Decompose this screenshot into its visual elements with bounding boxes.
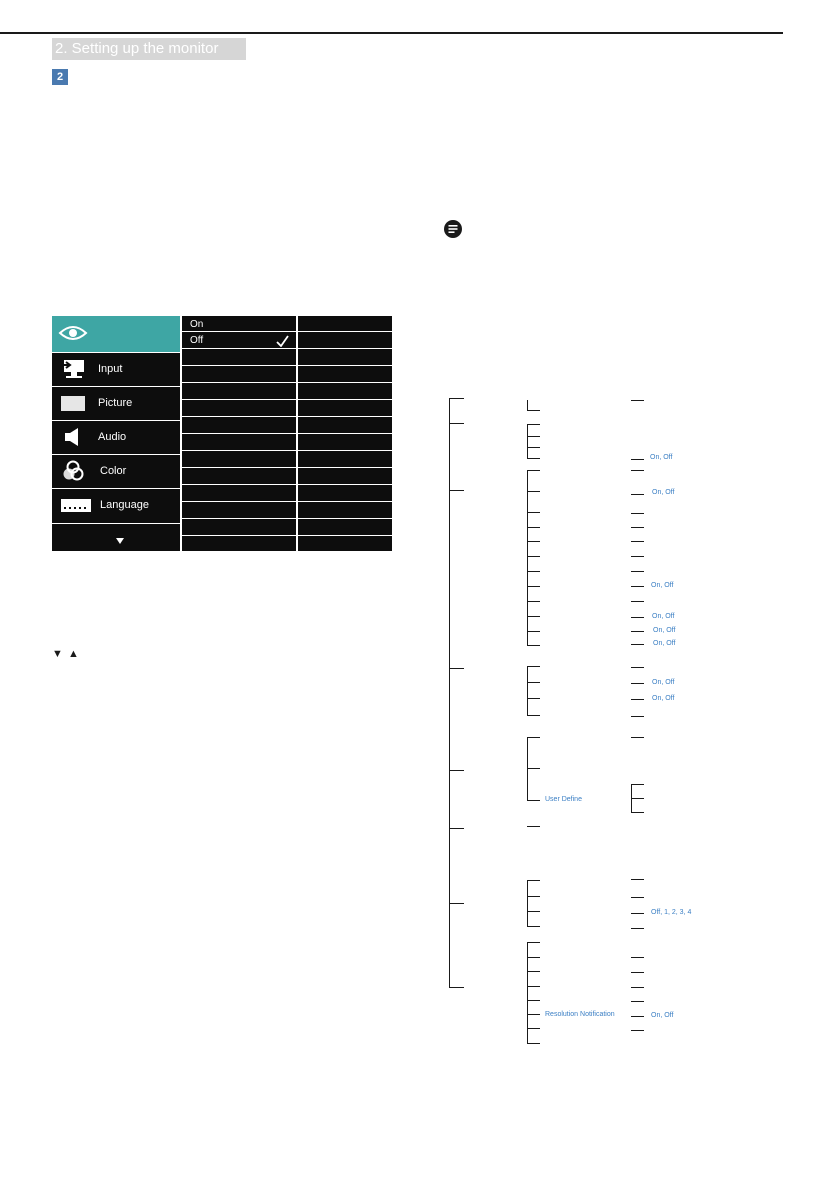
header-rule: [0, 32, 783, 34]
tree-line: [527, 896, 540, 897]
osd-value-row[interactable]: [298, 333, 392, 349]
tree-line: [449, 398, 450, 988]
tree-line: [527, 556, 540, 557]
osd-option-row[interactable]: [182, 350, 296, 366]
tree-value-on-off: On, Off: [652, 613, 675, 620]
osd-option-row[interactable]: [182, 384, 296, 400]
tree-line: [631, 798, 644, 799]
tree-line: [527, 410, 540, 411]
osd-option-row[interactable]: [182, 418, 296, 434]
tree-line: [631, 913, 644, 914]
color-circles-icon: [60, 460, 86, 482]
tree-line: [527, 768, 540, 769]
tree-line: [527, 1043, 540, 1044]
tree-line: [631, 812, 644, 813]
osd-value-row[interactable]: [298, 418, 392, 434]
osd-tab-audio[interactable]: [52, 421, 180, 454]
tree-line: [527, 424, 540, 425]
osd-tab-label: Language: [100, 499, 149, 511]
picture-icon: [60, 392, 86, 414]
tree-line: [527, 666, 540, 667]
tree-line: [527, 880, 528, 927]
tree-line: [527, 616, 540, 617]
osd-divider: [52, 352, 180, 353]
osd-divider: [52, 454, 180, 455]
osd-value-row[interactable]: [298, 520, 392, 536]
osd-value-row[interactable]: [298, 469, 392, 485]
tree-line: [631, 470, 644, 471]
osd-tab-picture[interactable]: [52, 387, 180, 420]
osd-value-row[interactable]: [298, 486, 392, 502]
osd-tab-color[interactable]: [52, 455, 180, 488]
tree-line: [527, 971, 540, 972]
chevron-down-icon[interactable]: [116, 538, 124, 544]
tree-line: [527, 436, 540, 437]
tree-line: [527, 470, 540, 471]
tree-line: [527, 571, 540, 572]
tree-line: [527, 737, 528, 801]
osd-value-row[interactable]: [298, 435, 392, 451]
osd-tab-label: Audio: [98, 431, 127, 443]
osd-option-row[interactable]: [182, 452, 296, 468]
tree-line: [631, 879, 644, 880]
tree-line: [527, 957, 540, 958]
eye-icon: [58, 322, 88, 344]
tree-line: [527, 447, 540, 448]
keyboard-icon: [60, 494, 92, 516]
tree-line: [527, 586, 540, 587]
tree-line: [631, 928, 644, 929]
tree-line: [527, 682, 540, 683]
tree-line: [527, 942, 540, 943]
tree-line: [631, 459, 644, 460]
tree-value-on-off: On, Off: [652, 489, 675, 496]
tree-line: [631, 541, 644, 542]
osd-tab-label: Color: [100, 465, 127, 477]
tree-line: [527, 458, 540, 459]
tree-line: [527, 541, 540, 542]
tree-line: [631, 617, 644, 618]
osd-option-on[interactable]: On: [190, 319, 204, 330]
tree-line: [527, 1028, 540, 1029]
input-icon: [60, 358, 86, 380]
tree-line: [631, 737, 644, 738]
tree-line: [527, 1000, 540, 1001]
osd-value-row[interactable]: [298, 350, 392, 366]
osd-divider: [52, 488, 180, 489]
tree-value-off-1-4: Off, 1, 2, 3, 4: [651, 909, 692, 916]
tree-line: [527, 926, 540, 927]
tree-line: [527, 601, 540, 602]
osd-option-off[interactable]: Off: [190, 335, 204, 346]
tree-line: [449, 828, 464, 829]
tree-value-on-off: On, Off: [651, 582, 674, 589]
tree-line: [527, 631, 540, 632]
tree-line: [449, 423, 464, 424]
osd-tab-label: Picture: [98, 397, 133, 409]
osd-tab-eye[interactable]: [52, 316, 180, 352]
tree-value-on-off: On, Off: [653, 627, 676, 634]
tree-line: [527, 737, 540, 738]
page-title: 2. Setting up the monitor: [52, 38, 246, 60]
tree-line: [631, 987, 644, 988]
speaker-icon: [60, 426, 86, 448]
osd-option-row[interactable]: [182, 469, 296, 485]
tree-line: [449, 668, 464, 669]
tree-value-on-off: On, Off: [652, 695, 675, 702]
osd-value-row[interactable]: [298, 452, 392, 468]
osd-value-row[interactable]: [298, 367, 392, 383]
tree-line: [449, 987, 464, 988]
osd-option-row[interactable]: [182, 367, 296, 383]
tree-value-on-off: On, Off: [651, 1012, 674, 1019]
tree-line: [449, 490, 464, 491]
chapter-badge: 2: [52, 69, 68, 85]
tree-line: [527, 800, 540, 801]
tree-line: [631, 400, 644, 401]
tree-line: [527, 666, 528, 716]
tree-line: [631, 972, 644, 973]
tree-line: [631, 1030, 644, 1031]
osd-option-row[interactable]: [182, 401, 296, 417]
tree-line: [527, 911, 540, 912]
osd-tab-input[interactable]: [52, 353, 180, 386]
tree-line: [527, 491, 540, 492]
tree-line: [527, 424, 528, 459]
osd-tab-language[interactable]: [52, 489, 180, 522]
tree-line: [527, 470, 528, 646]
osd-divider: [52, 420, 180, 421]
tree-value-on-off: On, Off: [650, 454, 673, 461]
tree-line: [631, 513, 644, 514]
tree-line: [631, 699, 644, 700]
tree-line: [527, 826, 540, 827]
osd-option-row[interactable]: [182, 486, 296, 502]
tree-line: [631, 1016, 644, 1017]
tree-line: [527, 698, 540, 699]
tree-item-user-define: User Define: [545, 796, 582, 803]
tree-line: [631, 683, 644, 684]
tree-line: [631, 601, 644, 602]
checkmark-icon: [276, 335, 289, 347]
tree-line: [527, 986, 540, 987]
tree-line: [631, 716, 644, 717]
osd-divider: [52, 523, 180, 524]
osd-option-row[interactable]: [182, 435, 296, 451]
tree-value-on-off: On, Off: [652, 679, 675, 686]
tree-line: [631, 667, 644, 668]
tree-line: [527, 527, 540, 528]
tree-line: [631, 784, 644, 785]
tree-line: [449, 903, 464, 904]
tree-line: [631, 527, 644, 528]
tree-line: [631, 631, 644, 632]
tree-line: [527, 1014, 540, 1015]
osd-value-row[interactable]: [298, 384, 392, 400]
osd-option-row[interactable]: [182, 503, 296, 519]
navigation-arrows: ▼ ▲: [52, 648, 80, 660]
osd-value-row[interactable]: [298, 503, 392, 519]
osd-option-row[interactable]: [182, 520, 296, 536]
tree-line: [631, 957, 644, 958]
osd-menu: [52, 316, 392, 551]
tree-line: [631, 1001, 644, 1002]
osd-divider: [52, 386, 180, 387]
tree-line: [527, 645, 540, 646]
tree-line: [631, 586, 644, 587]
tree-line: [631, 571, 644, 572]
tree-line: [527, 512, 540, 513]
tree-line: [449, 398, 464, 399]
note-icon: [444, 220, 462, 238]
tree-item-resolution-notification: Resolution Notification: [545, 1011, 615, 1018]
osd-value-row[interactable]: [298, 401, 392, 417]
tree-line: [631, 556, 644, 557]
tree-line: [631, 897, 644, 898]
osd-tab-label: Input: [98, 363, 123, 375]
tree-line: [631, 494, 644, 495]
tree-line: [527, 880, 540, 881]
tree-line: [449, 770, 464, 771]
tree-value-on-off: On, Off: [653, 640, 676, 647]
tree-line: [631, 644, 644, 645]
tree-line: [527, 715, 540, 716]
osd-value-row[interactable]: [298, 316, 392, 332]
